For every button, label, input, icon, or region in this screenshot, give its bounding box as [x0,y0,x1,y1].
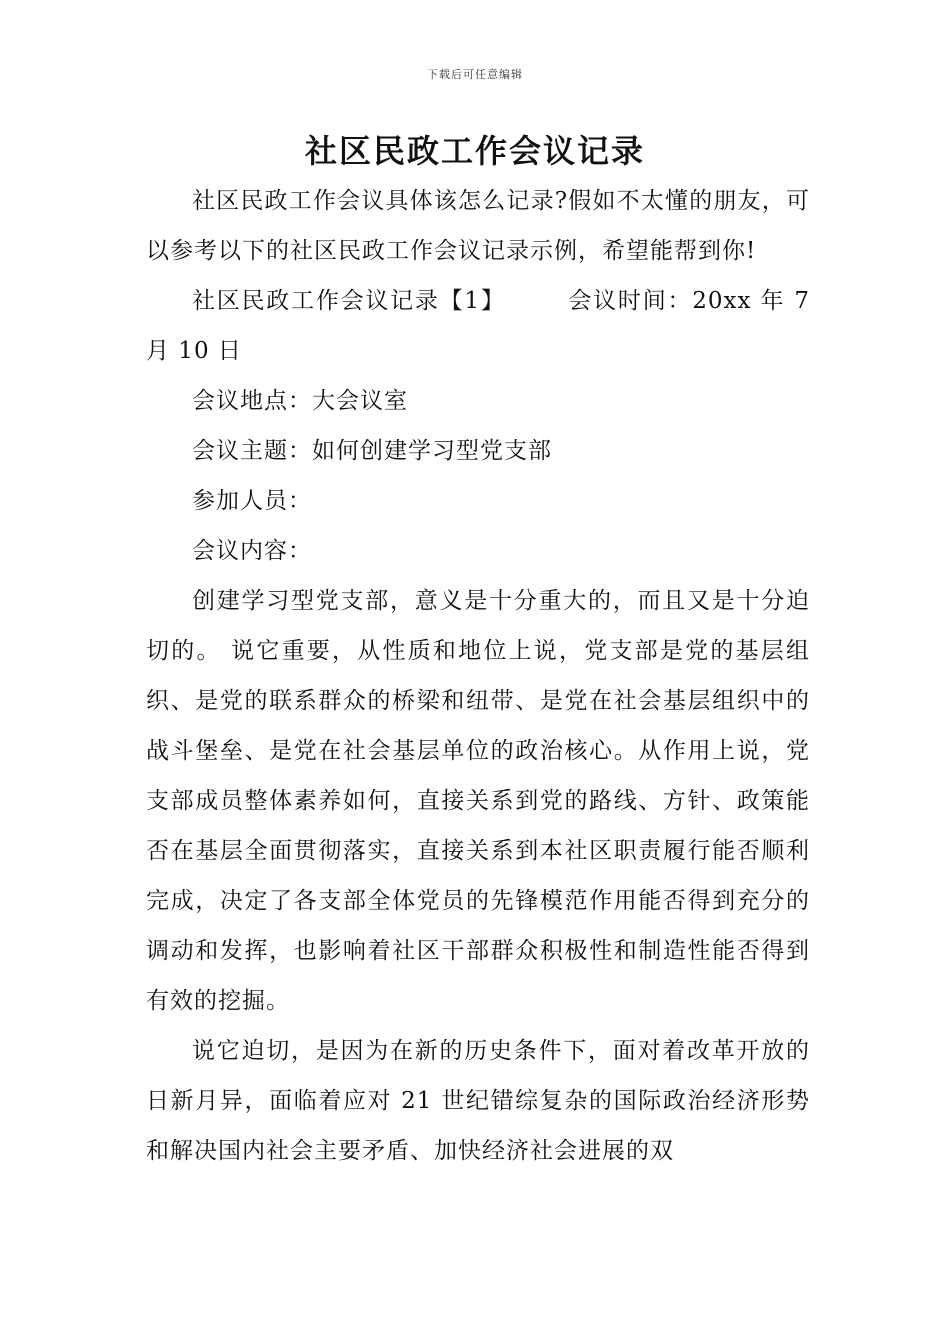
paragraph-meeting-topic: 会议主题：如何创建学习型党支部 [192,438,552,464]
document-title: 社区民政工作会议记录 [304,132,645,170]
page-header-note: 下载后可任意编辑 [427,68,523,81]
paragraph-attendees: 参加人员： [192,488,312,514]
paragraph-urgency: 说它迫切，是因为在新的历史条件下，面对着改革开放的日新月异，面临着应对 21 世纪错综复杂的国际政治经济形势和解决国内社会主要矛盾、加快经济社会进展的双 [146,1038,810,1164]
paragraph-meeting-content: 会议内容： [192,538,312,564]
document-body [146,176,810,1176]
paragraph-meeting-location: 会议地点：大会议室 [192,388,408,414]
paragraph-intro: 社区民政工作会议具体该怎么记录?假如不太懂的朋友，可以参考以下的社区民政工作会议记录示例，希望能帮到你! [146,188,810,264]
paragraph-meeting-time: 社区民政工作会议记录【1】 会议时间：20xx 年 7 月 10 日 [146,288,810,364]
paragraph-importance: 创建学习型党支部，意义是十分重大的，而且又是十分迫切的。 说它重要，从性质和地位上说，党支部是党的基层组织、是党的联系群众的桥梁和纽带、是党在社会基层组织中的战斗堡垒、是党在社会基层单位的政治核心。从作用上说，党支部成员整体素养如何，直接关系到党的路线、方针、政策能否在基层全面贯彻落实，直接关系到本社区职责履行能否顺利完成，决定了各支部全体党员的先锋模范作用能否得到充分的调动和发挥，也影响着社区干部群众积极性和制造性能否得到有效的挖掘。 [146,588,810,1014]
